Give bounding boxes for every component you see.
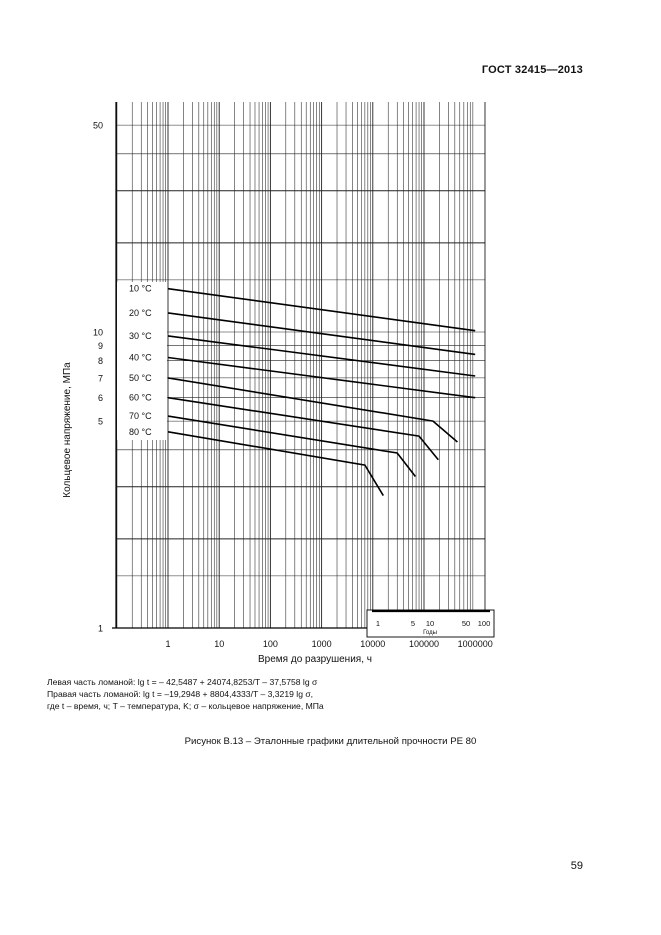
series-label: 10 °C [129,283,152,294]
y-tick-label: 10 [92,327,103,338]
formula-left: Левая часть ломаной: lg t = – 42,5487 + 24074,8253/T – 37,5758 lg σ [47,677,318,687]
y-tick-label: 9 [97,341,103,352]
formula-right: Правая часть ломаной: lg t = –19,2948 + 8804,4333/T – 3,3219 lg σ, [47,689,314,699]
page-number: 59 [570,860,583,872]
series-label: 30 °C [129,330,152,341]
series-line [168,432,383,496]
series-line [168,398,438,460]
years-tick-label: 100 [477,619,491,628]
years-inset [367,610,494,637]
years-axis-label: Годы [423,630,437,636]
formula-legend: где t – время, ч; T – температура, K; σ – кольцевое напряжение, МПа [47,701,324,711]
chart-labels [93,121,493,649]
years-tick-label: 5 [410,619,416,628]
series-label: 70 °C [129,411,152,422]
x-tick-label: 1000 [311,639,332,649]
document-header: ГОСТ 32415—2013 [481,64,583,76]
series-label: 50 °C [129,372,152,383]
years-tick-label: 50 [461,619,471,628]
y-tick-label: 5 [97,416,103,427]
years-tick-label: 10 [425,619,435,628]
series-label: 80 °C [129,426,152,437]
y-tick-label: 1 [97,623,103,634]
years-tick-label: 1 [375,619,381,628]
x-tick-label: 1000000 [457,639,493,649]
x-axis-label: Время до разрушения, ч [258,654,372,665]
x-tick-label: 100 [262,639,278,649]
y-axis-label: Кольцевое напряжение, МПа [62,362,73,498]
y-tick-label: 50 [92,120,103,131]
x-tick-label: 100000 [408,639,440,649]
x-tick-label: 10000 [360,639,386,649]
series-label: 20 °C [129,307,152,318]
series-label: 40 °C [129,352,152,363]
y-tick-label: 6 [97,393,103,404]
x-tick-label: 10 [214,639,225,649]
y-tick-label: 8 [97,356,103,367]
figure-caption: Рисунок В.13 – Эталонные графики длительной прочности PE 80 [184,736,477,747]
y-tick-label: 7 [97,373,103,384]
x-tick-label: 1 [165,639,171,649]
series-label: 60 °C [129,392,152,403]
chart-grid [116,102,485,628]
formula-notes [47,676,324,712]
series-line [168,416,415,476]
